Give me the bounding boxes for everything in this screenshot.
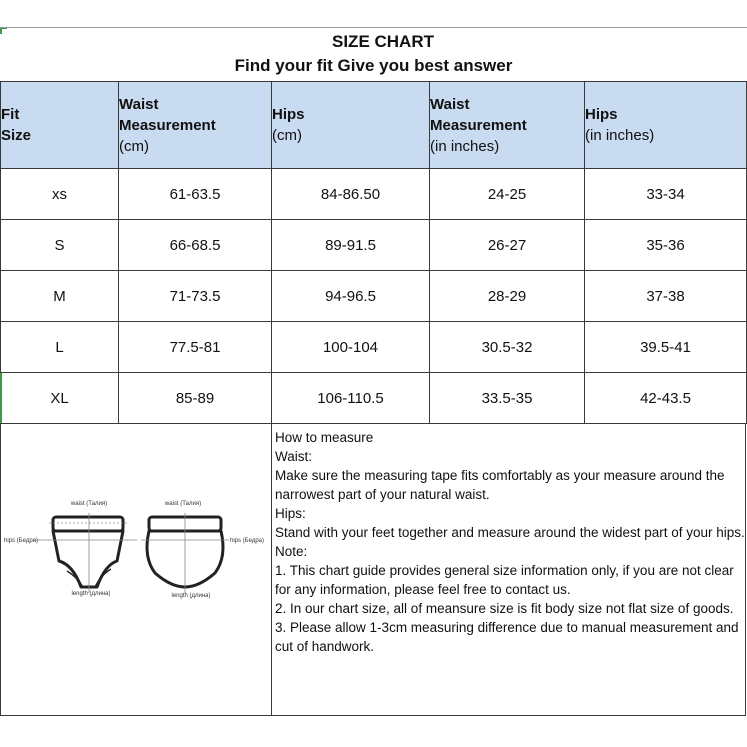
chart-subtitle: Find your fit Give you best answer (234, 56, 513, 75)
header-waist-cm (119, 82, 272, 169)
cell-value: 66-68.5 (119, 220, 272, 271)
cell-value: 100-104 (272, 322, 430, 373)
cell-value: 106-110.5 (272, 373, 430, 424)
title-block (0, 27, 747, 81)
table-row (1, 169, 747, 220)
header-label: Hips (272, 106, 305, 123)
cell-value: 84-86.50 (272, 169, 430, 220)
cell-value: 26-27 (430, 220, 585, 271)
table-row (1, 271, 747, 322)
instructions-line: 3. Please allow 1-3cm measuring difference due to manual measurement and cut of handwork. (275, 620, 739, 654)
selection-mark (0, 373, 2, 423)
cell-value: 71-73.5 (119, 271, 272, 322)
header-label: Measurement (119, 116, 216, 134)
chart-title: SIZE CHART (332, 32, 434, 51)
length-label: length (длина) (71, 591, 111, 597)
header-label: Measurement (430, 116, 527, 134)
waist-label: waist (Талия) (70, 501, 108, 507)
cell-value: 30.5-32 (430, 322, 585, 373)
instructions-line: Make sure the measuring tape fits comfortably as your measure around the narrowest part of your natural waist. (275, 468, 725, 502)
header-label: Size (1, 127, 32, 144)
length-label: length (длина) (171, 593, 211, 599)
cell-size: xs (1, 169, 119, 220)
cell-value: 33.5-35 (430, 373, 585, 424)
table-row (1, 373, 747, 424)
instructions-heading: How to measure (275, 430, 374, 445)
cell-size: M (1, 271, 119, 322)
instructions-line: Note: (275, 544, 308, 559)
cell-value: 37-38 (585, 271, 747, 322)
header-waist-in (430, 82, 585, 169)
instructions-line: Hips: (275, 506, 306, 521)
header-row (1, 82, 747, 169)
header-hips-in (585, 82, 747, 169)
cell-value: 35-36 (585, 220, 747, 271)
table-row (1, 220, 747, 271)
header-label: Waist (430, 95, 470, 113)
size-table (0, 81, 747, 424)
header-label: Hips (585, 106, 618, 123)
instructions-line: Stand with your feet together and measure around the widest part of your hips. (275, 525, 745, 540)
header-unit: (cm) (119, 137, 149, 155)
table-row (1, 322, 747, 373)
cell-value: 85-89 (119, 373, 272, 424)
cell-value: 33-34 (585, 169, 747, 220)
instructions-line: 2. In our chart size, all of meansure size is fit body size not flat size of goods. (275, 601, 734, 616)
cell-value: 89-91.5 (272, 220, 430, 271)
waist-label: waist (Талия) (164, 501, 202, 507)
header-unit: (in inches) (430, 137, 500, 155)
cell-value: 42-43.5 (585, 373, 747, 424)
measure-section (0, 423, 746, 716)
hips-label: hips (Бедра) (4, 538, 38, 544)
brief-back-icon (141, 513, 229, 593)
cell-size: XL (1, 373, 119, 424)
brief-front-icon (33, 513, 137, 593)
instructions-line: Waist: (275, 449, 312, 464)
header-label: Fit (1, 106, 20, 123)
cell-value: 24-25 (430, 169, 585, 220)
instructions-line: 1. This chart guide provides general size information only, if you are not clear for any information, please feel free to contact us. (275, 563, 734, 597)
cell-value: 61-63.5 (119, 169, 272, 220)
hips-label: hips (Бедра) (230, 538, 264, 544)
measure-instructions (275, 428, 747, 656)
cell-value: 77.5-81 (119, 322, 272, 373)
cell-value: 39.5-41 (585, 322, 747, 373)
cell-value: 94-96.5 (272, 271, 430, 322)
header-hips-cm (272, 82, 430, 169)
header-fit-size (1, 82, 119, 169)
cell-size: S (1, 220, 119, 271)
divider (271, 423, 272, 715)
header-unit: (in inches) (585, 127, 655, 144)
cell-value: 28-29 (430, 271, 585, 322)
briefs-illustration (1, 483, 271, 623)
header-unit: (cm) (272, 127, 302, 144)
header-label: Waist (119, 95, 159, 113)
cell-size: L (1, 322, 119, 373)
